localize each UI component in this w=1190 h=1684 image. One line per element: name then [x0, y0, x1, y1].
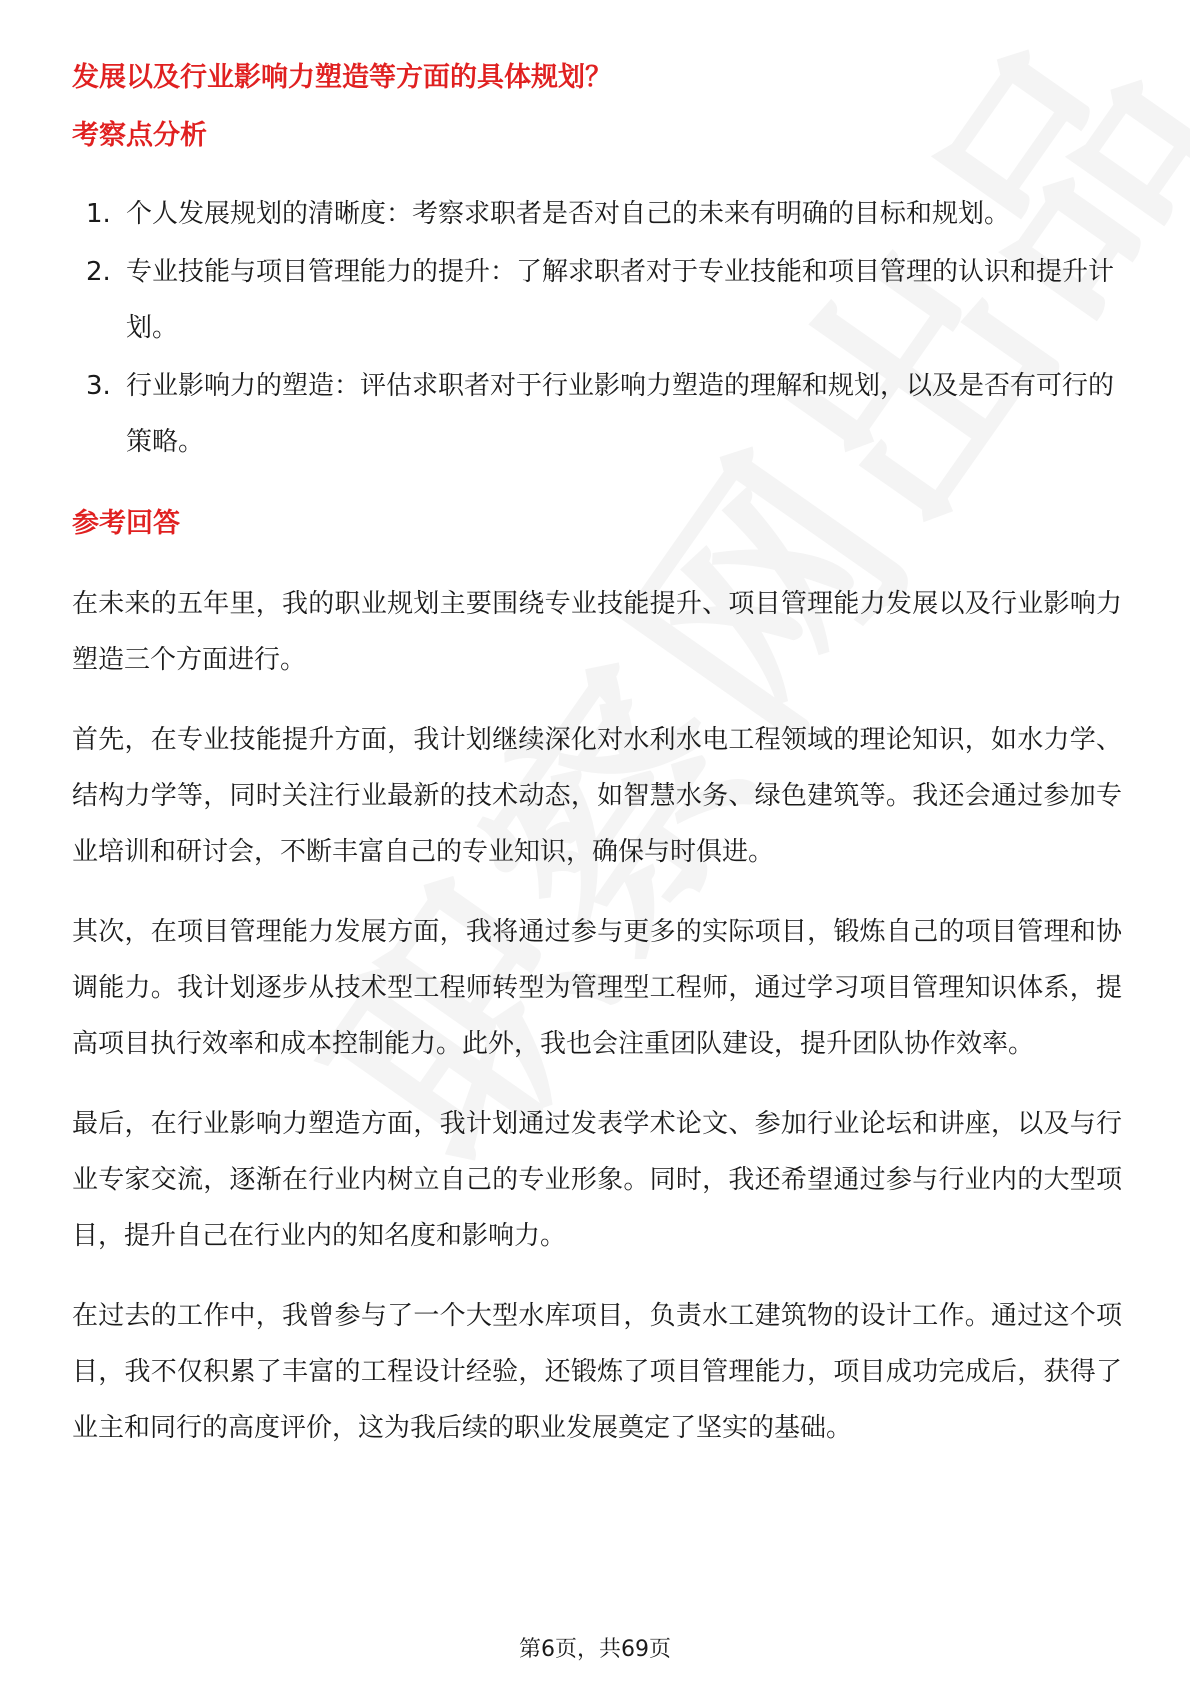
- list-item: [72, 186, 1122, 242]
- question-title: 发展以及行业影响力塑造等方面的具体规划？: [72, 62, 612, 93]
- list-item-text: 个人发展规划的清晰度：考察求职者是否对自己的未来有明确的目标和规划。: [126, 199, 1011, 229]
- analysis-heading: 考察点分析: [72, 120, 207, 151]
- answer-heading: 参考回答: [72, 508, 180, 539]
- list-item-text: 行业影响力的塑造：评估求职者对于行业影响力塑造的理解和规划，以及是否有可行的策略。: [126, 371, 1115, 457]
- page-number: 第6页，共69页: [519, 1637, 671, 1662]
- list-item: [72, 358, 1122, 470]
- list-item: [72, 244, 1122, 356]
- answer-paragraph: 在未来的五年里，我的职业规划主要围绕专业技能提升、项目管理能力发展以及行业影响力塑造三个方面进行。: [72, 589, 1122, 675]
- answer-paragraph: 首先，在专业技能提升方面，我计划继续深化对水利水电工程领域的理论知识，如水力学、结构力学等，同时关注行业最新的技术动态，如智慧水务、绿色建筑等。我还会通过参加专业培训和研讨会，不断丰富自己的专业知识，确保与时俱进。: [72, 725, 1122, 867]
- analysis-points-list: [72, 186, 1122, 470]
- list-item-text: 专业技能与项目管理能力的提升：了解求职者对于专业技能和项目管理的认识和提升计划。: [126, 257, 1115, 343]
- document-body: [72, 52, 1122, 1456]
- answer-paragraph: 其次，在项目管理能力发展方面，我将通过参与更多的实际项目，锻炼自己的项目管理和协调能力。我计划逐步从技术型工程师转型为管理型工程师，通过学习项目管理知识体系，提高项目执行效率和成本控制能力。此外，我也会注重团队建设，提升团队协作效率。: [72, 917, 1122, 1059]
- answer-paragraph: 最后，在行业影响力塑造方面，我计划通过发表学术论文、参加行业论坛和讲座，以及与行业专家交流，逐渐在行业内树立自己的专业形象。同时，我还希望通过参与行业内的大型项目，提升自己在行业内的知名度和影响力。: [72, 1109, 1122, 1251]
- list-item-number: 3.: [86, 371, 111, 401]
- list-item-number: 1.: [86, 199, 111, 229]
- list-item-number: 2.: [86, 257, 111, 287]
- answer-paragraph: 在过去的工作中，我曾参与了一个大型水库项目，负责水工建筑物的设计工作。通过这个项目，我不仅积累了丰富的工程设计经验，还锻炼了项目管理能力，项目成功完成后，获得了业主和同行的高度评价，这为我后续的职业发展奠定了坚实的基础。: [72, 1301, 1122, 1443]
